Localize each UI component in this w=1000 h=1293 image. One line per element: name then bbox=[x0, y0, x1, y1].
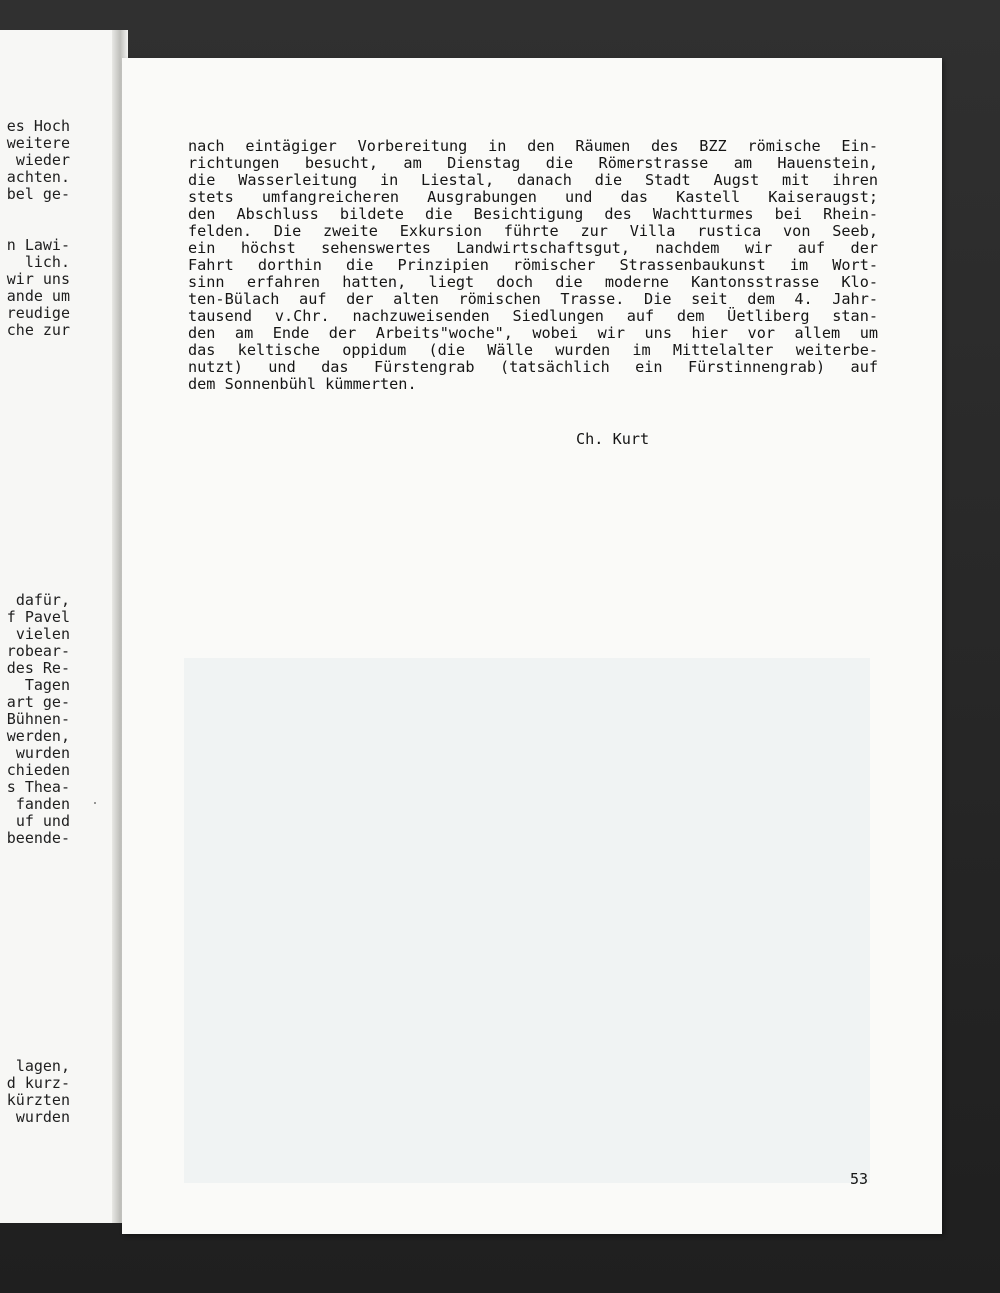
left-page-text-line: wurden bbox=[15, 1108, 70, 1126]
paragraph-line: tausend v.Chr. nachzuweisenden Siedlungen auf dem Üetliberg stan- bbox=[188, 307, 878, 325]
left-page-text-line: d kurz- bbox=[6, 1074, 70, 1092]
left-page-text-line: bel ge- bbox=[6, 185, 70, 203]
right-page bbox=[122, 58, 942, 1234]
left-page-text-line: des Re- bbox=[6, 659, 70, 677]
paragraph-line: das keltische oppidum (die Wälle wurden im Mittelalter weiterbe- bbox=[188, 341, 878, 359]
paragraph-line: felden. Die zweite Exkursion führte zur Villa rustica von Seeb, bbox=[188, 222, 878, 240]
paragraph-line: ein höchst sehenswertes Landwirtschaftsgut, nachdem wir auf der bbox=[188, 239, 878, 257]
left-page-text-line: wir uns bbox=[6, 270, 70, 288]
left-page-text-line: lich. bbox=[24, 253, 70, 271]
main-paragraph bbox=[188, 138, 878, 393]
left-page-fragment bbox=[0, 30, 119, 1223]
left-page-text-line: dafür, bbox=[15, 591, 70, 609]
dust-speck bbox=[94, 802, 96, 804]
left-page-text-line: che zur bbox=[6, 321, 70, 339]
page-number: 53 bbox=[850, 1170, 869, 1188]
paragraph-line: die Wasserleitung in Liestal, danach die Stadt Augst mit ihren bbox=[188, 171, 878, 189]
left-page-text-line: Bühnen- bbox=[6, 710, 70, 728]
paragraph-line: den Abschluss bildete die Besichtigung des Wachtturmes bei Rhein- bbox=[188, 205, 878, 223]
left-page-text-line: werden, bbox=[6, 727, 70, 745]
left-page-text-line: vielen bbox=[15, 625, 70, 643]
left-page-text-line: chieden bbox=[6, 761, 70, 779]
left-page-text-line: art ge- bbox=[6, 693, 70, 711]
left-page-text-line: lagen, bbox=[15, 1057, 70, 1075]
paragraph-line: sinn erfahren hatten, liegt doch die moderne Kantonsstrasse Klo- bbox=[188, 273, 878, 291]
left-page-text-line: uf und bbox=[15, 812, 70, 830]
paragraph-line: nutzt) und das Fürstengrab (tatsächlich ein Fürstinnengrab) auf bbox=[188, 358, 878, 376]
paragraph-line: ten-Bülach auf der alten römischen Trasse. Die seit dem 4. Jahr- bbox=[188, 290, 878, 308]
paragraph-line: richtungen besucht, am Dienstag die Römerstrasse am Hauenstein, bbox=[188, 154, 878, 172]
left-page-text-line: robear- bbox=[6, 642, 70, 660]
left-page-text-line: ande um bbox=[6, 287, 70, 305]
bleed-through-mark bbox=[0, 370, 118, 384]
left-page-text-line: Tagen bbox=[24, 676, 70, 694]
paragraph-line: nach eintägiger Vorbereitung in den Räumen des BZZ römische Ein- bbox=[188, 137, 878, 155]
left-page-text-line: n Lawi- bbox=[6, 236, 70, 254]
left-page-text-line: achten. bbox=[6, 168, 70, 186]
left-page-text-line: fanden bbox=[15, 795, 70, 813]
left-page-text-line: beende- bbox=[6, 829, 70, 847]
left-page-text-line: kürzten bbox=[6, 1091, 70, 1109]
left-page-text-line: wurden bbox=[15, 744, 70, 762]
author-signature: Ch. Kurt bbox=[576, 430, 650, 448]
left-page-text-line: s Thea- bbox=[6, 778, 70, 796]
bleed-through-area bbox=[184, 658, 870, 1183]
left-page-text-line: f Pavel bbox=[6, 608, 70, 626]
paragraph-line: dem Sonnenbühl kümmerten. bbox=[188, 375, 417, 393]
paragraph-line: Fahrt dorthin die Prinzipien römischer Strassenbaukunst im Wort- bbox=[188, 256, 878, 274]
left-page-text-line: weitere bbox=[6, 134, 70, 152]
left-page-text-line: es Hoch bbox=[6, 117, 70, 135]
left-page-text-line: reudige bbox=[6, 304, 70, 322]
paragraph-line: den am Ende der Arbeits"woche", wobei wir uns hier vor allem um bbox=[188, 324, 878, 342]
paragraph-line: stets umfangreicheren Ausgrabungen und das Kastell Kaiseraugst; bbox=[188, 188, 878, 206]
left-page-text-line: wieder bbox=[15, 151, 70, 169]
